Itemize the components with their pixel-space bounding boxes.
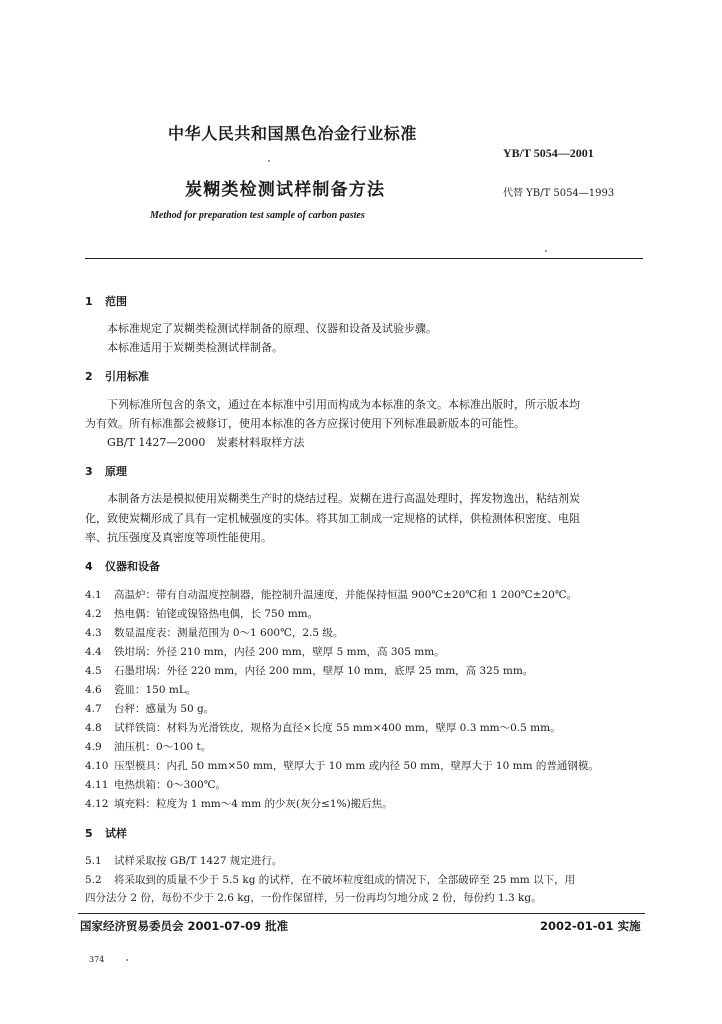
sample-item — [85, 853, 282, 868]
english-title: Method for preparation test sample of carbon pastes — [150, 210, 365, 221]
section-2-paragraph-line-1: 下列标准所包含的条文，通过在本标准中引用而构成为本标准的条文。本标准出版时，所示版本均 — [107, 398, 580, 411]
section-number: 4 — [85, 560, 93, 573]
section-1-paragraph-1: 本标准规定了炭糊类检测试样制备的原理、仪器和设备及试验步骤。 — [107, 322, 437, 335]
equipment-item — [85, 701, 214, 716]
item-number: 4.3 — [85, 627, 102, 639]
item-number: 4.8 — [85, 722, 102, 734]
standard-category-title: 中华人民共和国黑色冶金行业标准 — [168, 124, 418, 143]
footer-divider — [78, 913, 645, 914]
item-number: 4.1 — [85, 589, 102, 601]
header-divider — [85, 258, 643, 259]
item-number: 4.2 — [85, 608, 102, 620]
section-title: 范围 — [105, 295, 127, 308]
equipment-item — [85, 777, 226, 792]
equipment-item — [85, 739, 211, 754]
item-number: 4.9 — [85, 741, 102, 753]
normative-reference: GB/T 1427—2000 炭素材料取样方法 — [107, 436, 305, 449]
item-text: 压型模具：内孔 50 mm×50 mm，壁厚大于 10 mm 或内径 50 mm，壁厚大于 10 mm 的普通钢模。 — [114, 760, 599, 772]
section-5-heading — [85, 825, 127, 841]
item-text: 试样铁筒：材料为光滑铁皮，规格为直径×长度 55 mm×400 mm，壁厚 0.3 mm～0.5 mm。 — [114, 722, 561, 734]
equipment-item — [85, 606, 318, 621]
section-2-heading — [85, 368, 149, 384]
item-number: 5.1 — [85, 855, 102, 867]
item-number: 4.10 — [85, 760, 109, 772]
section-3-line-2: 化，致使炭糊形成了具有一定机械强度的实体。将其加工制成一定规格的试样，供检测体积密度、电阻 — [85, 512, 580, 525]
section-1-paragraph-2: 本标准适用于炭糊类检测试样制备。 — [107, 341, 283, 354]
item-number: 4.12 — [85, 798, 109, 810]
item-text: 石墨坩埚：外径 220 mm，内径 200 mm，壁厚 10 mm，底厚 25 mm，高 325 mm。 — [114, 665, 534, 677]
item-number: 4.6 — [85, 684, 102, 696]
equipment-item — [85, 625, 343, 640]
equipment-item — [85, 644, 445, 659]
equipment-item — [85, 720, 561, 735]
item-number: 4.4 — [85, 646, 102, 658]
item-number: 4.7 — [85, 703, 102, 715]
item-text: 高温炉：带有自动温度控制器，能控制升温速度，并能保持恒温 900℃±20℃和 1 200℃±20℃。 — [114, 589, 578, 601]
equipment-item — [85, 663, 533, 678]
section-number: 5 — [85, 827, 93, 840]
item-text: 热电偶：铂铑或镍铬热电偶，长 750 mm。 — [114, 608, 319, 620]
section-title: 试样 — [105, 827, 127, 840]
scan-speck — [126, 959, 128, 961]
document-title: 炭糊类检测试样制备方法 — [185, 180, 386, 200]
sample-item — [85, 872, 575, 887]
section-number: 3 — [85, 465, 93, 478]
section-3-line-3: 率、抗压强度及真密度等项性能使用。 — [85, 531, 272, 544]
equipment-item — [85, 682, 196, 697]
equipment-item — [85, 758, 599, 773]
item-text: 填充料：粒度为 1 mm～4 mm 的少灰(灰分≤1%)搬后焦。 — [114, 798, 393, 810]
implementation-date: 2002-01-01 实施 — [540, 919, 641, 933]
section-title: 引用标准 — [105, 370, 149, 383]
section-2-paragraph-line-2: 为有效。所有标准都会被修订，使用本标准的各方应探讨使用下列标准最新版本的可能性。 — [85, 417, 525, 430]
page-number: 374 — [89, 955, 105, 964]
section-title: 仪器和设备 — [105, 560, 160, 573]
section-number: 2 — [85, 370, 93, 383]
approval-line: 国家经济贸易委员会 2001-07-09 批准 — [80, 919, 289, 933]
item-text: 台秤：感量为 50 g。 — [114, 703, 215, 715]
item-number: 4.11 — [85, 779, 109, 791]
section-3-heading — [85, 463, 127, 479]
item-number: 4.5 — [85, 665, 102, 677]
standard-code: YB/T 5054—2001 — [503, 146, 594, 160]
equipment-item — [85, 796, 393, 811]
item-text: 油压机：0～100 t。 — [114, 741, 212, 753]
section-3-line-1: 本制备方法是模拟使用炭糊类生产时的烧结过程。炭糊在进行高温处理时，挥发物逸出，粘结剂炭 — [107, 492, 580, 505]
section-title: 原理 — [105, 465, 127, 478]
item-text: 电热烘箱：0～300℃。 — [114, 779, 226, 791]
item-text: 数显温度表：测量范围为 0～1 600℃，2.5 级。 — [114, 627, 344, 639]
section-number: 1 — [85, 295, 93, 308]
item-number: 5.2 — [85, 874, 102, 886]
item-text: 瓷皿：150 mL。 — [114, 684, 197, 696]
scan-speck — [545, 250, 547, 252]
replaces-standard: 代替 YB/T 5054—1993 — [503, 188, 615, 199]
scan-speck — [268, 160, 270, 162]
item-text: 铁坩埚：外径 210 mm，内径 200 mm，壁厚 5 mm，高 305 mm。 — [114, 646, 445, 658]
section-4-heading — [85, 558, 160, 574]
equipment-item — [85, 587, 577, 602]
sample-item-continuation: 四分法分 2 份，每份不少于 2.6 kg，一份作保留样，另一份再均匀地分成 2 份，每份约 1.3 kg。 — [85, 892, 542, 904]
item-text: 将采取到的质量不少于 5.5 kg 的试样，在不破坏粒度组成的情况下，全部破碎至 25 mm 以下，用 — [114, 874, 576, 886]
section-1-heading — [85, 293, 127, 309]
item-text: 试样采取按 GB/T 1427 规定进行。 — [114, 855, 283, 867]
